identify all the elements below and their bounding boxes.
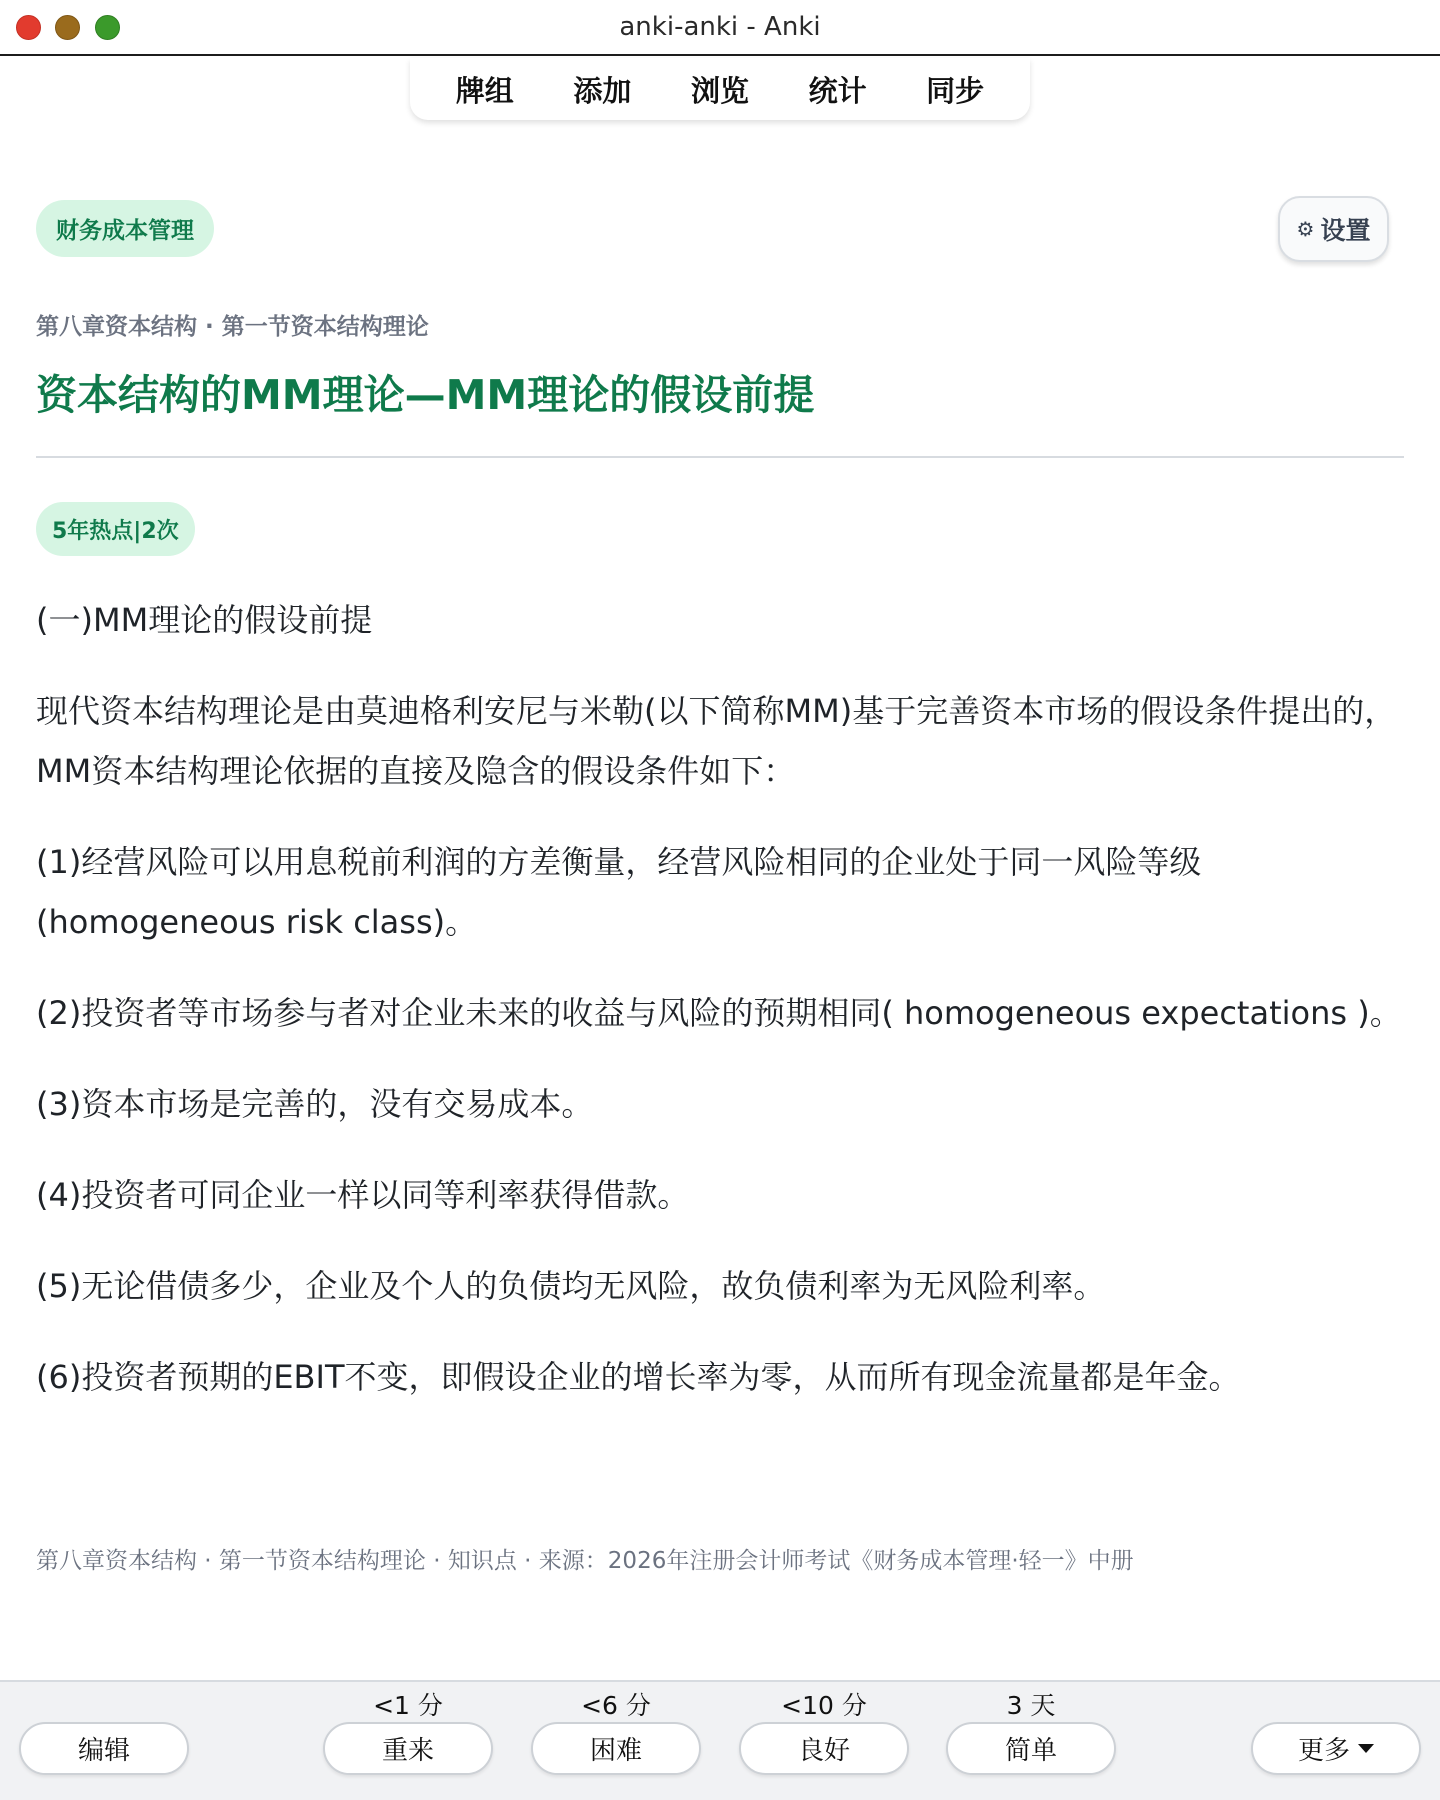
paragraph: (4)投资者可同企业一样以同等利率获得借款。 xyxy=(36,1176,690,1214)
hard-button[interactable]: 困难 xyxy=(531,1722,701,1775)
settings-button[interactable] xyxy=(1278,196,1389,262)
paragraph: (2)投资者等市场参与者对企业未来的收益与风险的预期相同( homogeneous expectations )。 xyxy=(36,994,1402,1032)
window-title: anki-anki - Anki xyxy=(619,12,821,42)
nav-add[interactable]: 添加 xyxy=(573,73,632,108)
answer-bar xyxy=(0,1680,1440,1800)
hot-badge: 5年热点|2次 xyxy=(36,502,195,556)
paragraph: (5)无论借债多少，企业及个人的负债均无风险，故负债利率为无风险利率。 xyxy=(36,1267,1106,1305)
edit-button[interactable]: 编辑 xyxy=(19,1722,189,1775)
source-line: 第八章资本结构 · 第一节资本结构理论 · 知识点 · 来源：2026年注册会计师考试《财务成本管理·轻一》中册 xyxy=(36,1548,1134,1574)
settings-label: 设置 xyxy=(1320,216,1371,245)
card-body xyxy=(36,590,1404,1438)
again-button[interactable]: 重来 xyxy=(323,1722,493,1775)
more-label: 更多 xyxy=(1297,1736,1350,1766)
interval-hard: <6 分 xyxy=(581,1691,651,1720)
card-title: 资本结构的MM理论—MM理论的假设前提 xyxy=(36,371,815,419)
nav-sync[interactable]: 同步 xyxy=(926,73,985,108)
title-bar xyxy=(0,0,1440,56)
nav-decks[interactable]: 牌组 xyxy=(455,73,514,108)
paragraph: 现代资本结构理论是由莫迪格利安尼与米勒(以下简称MM)基于完善资本市场的假设条件提出的，MM资本结构理论依据的直接及隐含的假设条件如下： xyxy=(36,692,1397,790)
top-nav xyxy=(410,58,1030,120)
nav-stats[interactable]: 统计 xyxy=(808,73,867,108)
breadcrumb: 第八章资本结构 · 第一节资本结构理论 xyxy=(36,314,429,340)
nav-browse[interactable]: 浏览 xyxy=(690,73,749,108)
caret-down-icon xyxy=(1358,1744,1374,1753)
deck-badge: 财务成本管理 xyxy=(36,200,214,257)
paragraph: (一)MM理论的假设前提 xyxy=(36,601,373,639)
more-button[interactable] xyxy=(1251,1722,1421,1775)
title-divider xyxy=(36,456,1404,458)
interval-easy: 3 天 xyxy=(1006,1691,1056,1720)
paragraph: (6)投资者预期的EBIT不变，即假设企业的增长率为零，从而所有现金流量都是年金。 xyxy=(36,1358,1241,1396)
paragraph: (3)资本市场是完善的，没有交易成本。 xyxy=(36,1085,594,1123)
gear-icon: ⚙ xyxy=(1296,217,1315,241)
paragraph: (1)经营风险可以用息税前利润的方差衡量，经营风险相同的企业处于同一风险等级(homogeneous risk class)。 xyxy=(36,843,1202,941)
easy-button[interactable]: 简单 xyxy=(946,1722,1116,1775)
interval-good: <10 分 xyxy=(781,1691,867,1720)
interval-again: <1 分 xyxy=(373,1691,443,1720)
good-button[interactable]: 良好 xyxy=(739,1722,909,1775)
